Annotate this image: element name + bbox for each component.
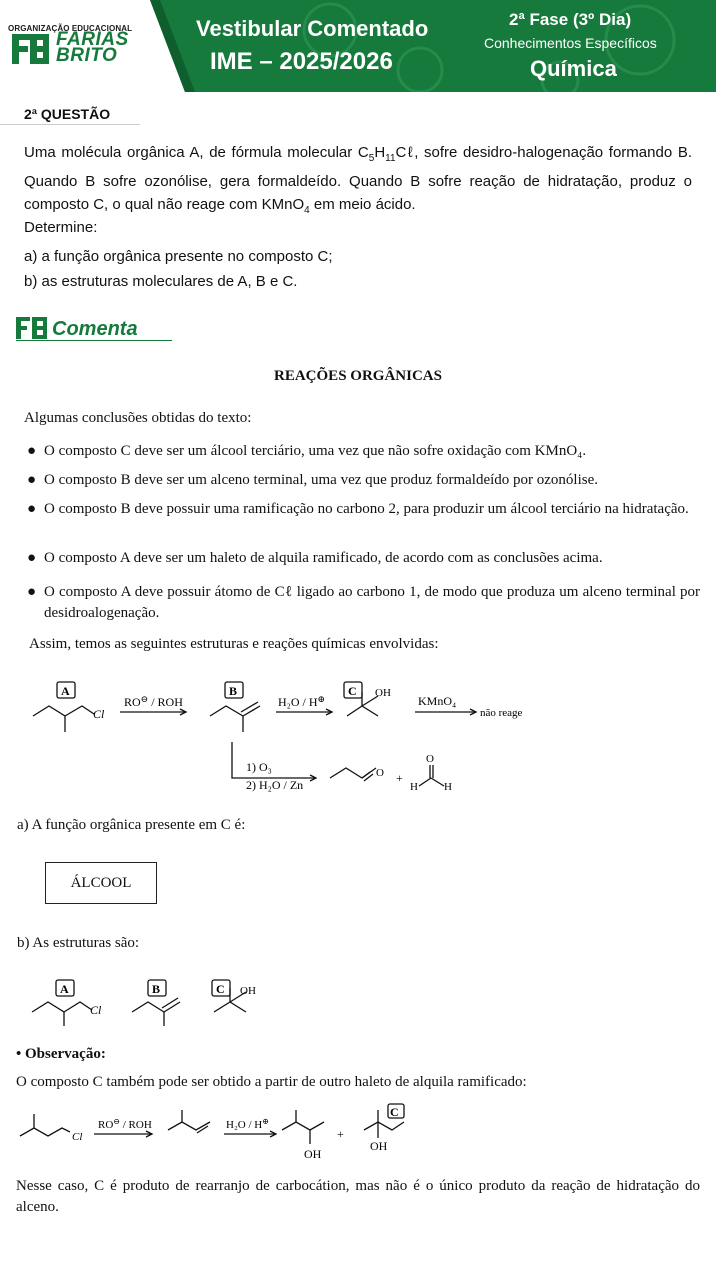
comenta-label: Comenta <box>52 318 138 340</box>
oh-label: OH <box>240 985 256 997</box>
comenta-underline <box>16 340 172 341</box>
reagent-2: H₂O / H⊕ <box>226 1117 269 1131</box>
reaction-scheme <box>0 670 716 800</box>
label-C: C <box>348 684 357 698</box>
reagent-2: H₂O / H⊕ <box>278 694 326 709</box>
label-B: B <box>229 684 238 698</box>
label-A: A <box>60 982 69 996</box>
label-C: C <box>216 982 225 996</box>
header-title: Vestibular Comentado <box>196 16 429 41</box>
label-C: C <box>390 1105 399 1119</box>
label-A: A <box>61 684 70 698</box>
question-text: Uma molécula orgânica A, de fórmula molecular $C_5H_{11}C\ell$, sofre desidro-halogenação formando B. Quando B sofre ozonólise, gera formaldeído. Quando B sofre reação de hidratação, produz o composto C, o qual não reage com KMnO$_4$ em meio ácido. <box>24 144 692 216</box>
oh-label: OH <box>375 687 391 699</box>
conclusion-item: ● O composto B deve ser um alceno terminal, uma vez que produz formaldeído por ozonólise. <box>27 472 599 488</box>
assim-text: Assim, temos as seguintes estruturas e reações químicas envolvidas: <box>29 636 439 652</box>
label-B: B <box>152 982 161 996</box>
h-left-label: H <box>410 781 418 793</box>
aldehyde-o-label: O <box>426 753 434 765</box>
answer-a-label: a) A função orgânica presente em C é: <box>17 817 246 833</box>
conclusions-intro: Algumas conclusões obtidas do texto: <box>24 410 252 426</box>
plus-sign: + <box>396 771 403 785</box>
oh-label: OH <box>370 1139 388 1153</box>
ketone-o-label: O <box>376 767 384 779</box>
divider <box>0 124 140 125</box>
header-phase: 2ª Fase (3º Dia) <box>509 10 632 29</box>
cl-label: Cl <box>72 1131 83 1143</box>
ozonolysis-step-2: 2) H₂O / Zn <box>246 778 304 792</box>
logo-text: FARIAS BRITO <box>56 29 129 66</box>
header-area: Conhecimentos Específicos <box>484 35 657 51</box>
section-title: REAÇÕES ORGÂNICAS <box>274 368 442 384</box>
final-note: Nesse caso, C é produto de rearranjo de carbocátion, mas não é o único produto da reação de hidratação do alceno. <box>16 1178 700 1215</box>
reagent-1: RO⊖ / ROH <box>124 694 183 709</box>
answer-b-label: b) As estruturas são: <box>17 935 140 951</box>
oh-label: OH <box>304 1147 322 1161</box>
header-subject: Química <box>530 56 617 81</box>
question-determine: Determine: <box>24 219 98 236</box>
page-header <box>0 0 716 92</box>
question-item-b: b) as estruturas moleculares de A, B e C. <box>24 273 298 290</box>
conclusion-item: ● O composto C deve ser um álcool terciário, uma vez que não sofre oxidação com KMnO₄. <box>27 443 587 459</box>
cl-label: Cl <box>93 707 105 721</box>
conclusion-item: ● O composto A deve ser um haleto de alquila ramificado, de acordo com as conclusões acima. <box>27 550 603 566</box>
org-label: ORGANIZAÇÃO EDUCACIONAL <box>8 24 133 33</box>
observation-title: • Observação: <box>16 1046 106 1062</box>
logo-mark <box>12 34 49 64</box>
reagent-3: KMnO₄ <box>418 694 457 708</box>
comenta-logo-icon <box>16 317 50 339</box>
question-item-a: a) a função orgânica presente no composto C; <box>24 248 333 265</box>
structures-abc <box>0 970 716 1030</box>
cl-label: Cl <box>90 1003 102 1017</box>
conclusion-item: ● O composto B deve possuir uma ramificação no carbono 2, para produzir um álcool terciário na hidratação. <box>27 501 689 517</box>
observation-scheme <box>0 1100 716 1166</box>
ozonolysis-step-1: 1) O₃ <box>246 760 272 774</box>
svg-text:RO⊖ / ROH: RO⊖ / ROH <box>98 1117 152 1131</box>
header-exam: IME – 2025/2026 <box>210 48 393 75</box>
observation-text: O composto C também pode ser obtido a partir de outro haleto de alquila ramificado: <box>16 1074 527 1090</box>
plus-sign: + <box>337 1127 344 1141</box>
question-title: 2ª QUESTÃO <box>24 106 111 122</box>
conclusion-item: ● O composto A deve possuir átomo de Cℓ ligado ao carbono 1, de modo que produza um alceno terminal por desidroalogenação. <box>27 584 700 621</box>
answer-a-box: ÁLCOOL <box>45 862 157 904</box>
h-right-label: H <box>444 781 452 793</box>
no-reaction-label: não reage <box>480 707 523 719</box>
